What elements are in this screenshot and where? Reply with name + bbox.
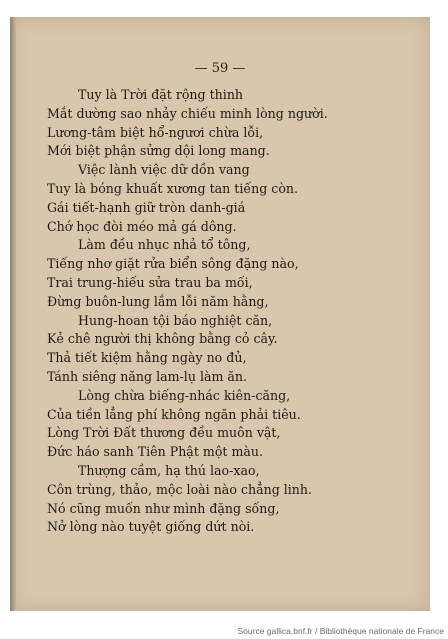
poem-line: Hung-hoan tội báo nghiệt căn, bbox=[78, 312, 273, 328]
poem-line: Lòng Trời Đất thương đều muôn vật, bbox=[47, 425, 281, 441]
poem-line: Chớ học đòi méo mả gá dông. bbox=[47, 218, 237, 234]
poem-line: Đừng buôn-lung lắm lỗi năm hằng, bbox=[47, 293, 269, 309]
poem-line: Kẻ chê người thị không bằng cỏ cây. bbox=[47, 331, 278, 347]
poem-line: Việc lành việc dữ dồn vang bbox=[78, 162, 250, 178]
poem-line: Lòng chừa biếng-nhác kiên-căng, bbox=[78, 387, 291, 403]
poem-line: Tiếng nhơ giặt rửa biển sông đặng nào, bbox=[47, 256, 299, 272]
poem-line: Tuy là bóng khuất xương tan tiếng còn. bbox=[47, 180, 299, 196]
book-page bbox=[10, 17, 430, 611]
page-spine-edge bbox=[10, 17, 16, 611]
poem-line: Nở lòng nào tuyệt giống dứt nòi. bbox=[47, 519, 255, 535]
poem-line: Tuy là Trời đặt rộng thinh bbox=[78, 87, 244, 102]
poem-line: Thượng cầm, hạ thú lao-xao, bbox=[78, 462, 260, 478]
poem-line: Côn trùng, thảo, mộc loài nào chẳng linh. bbox=[47, 481, 313, 497]
poem-line: Đức háo sanh Tiên Phật một màu. bbox=[47, 444, 264, 460]
poem-line: Mới biệt phận sửng dội long mang. bbox=[47, 143, 270, 159]
poem-line: Làm đều nhục nhả tổ tông, bbox=[78, 237, 251, 253]
poem-body bbox=[47, 86, 417, 537]
poem-line: Tánh siêng năng lam-lụ làm ăn. bbox=[47, 368, 248, 384]
poem-line: Của tiền lẳng phí không ngăn phải tiêu. bbox=[47, 406, 301, 422]
source-credit: Source gallica.bnf.fr / Bibliothèque nationale de France bbox=[237, 626, 444, 636]
poem-line: Lương-tâm biệt hổ-ngươi chừa lỗi, bbox=[47, 124, 264, 140]
poem-line: Nó cũng muốn như mình đặng sống, bbox=[47, 500, 280, 516]
poem-line: Gái tiết-hạnh giữ tròn danh-giá bbox=[47, 199, 246, 215]
poem-line: Thả tiết kiệm hằng ngày no đủ, bbox=[47, 350, 247, 366]
page-number: — 59 — bbox=[194, 61, 246, 76]
poem-line: Trai trung-hiếu sửa trau ba mối, bbox=[47, 274, 253, 290]
poem-line: Mắt dường sao nhảy chiếu minh lòng người. bbox=[47, 105, 328, 121]
